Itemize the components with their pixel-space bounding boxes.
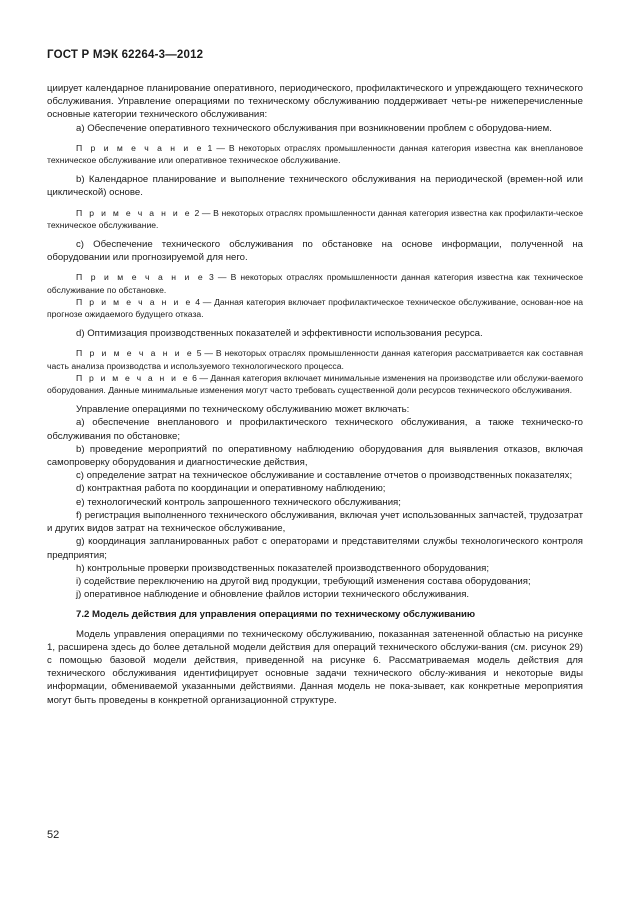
list-item: а) обеспечение внепланового и профилактического технического обслуживания, а также техническо-го обслуживания по обстановке; bbox=[47, 417, 583, 442]
note-label: П р и м е ч а н и е bbox=[76, 207, 192, 218]
intro-paragraph: циирует календарное планирование оперативного, периодического, профилактического и упреждающего технического обслуживания. Управление операциями по техническому обслуживанию поддерживает четы-ре нижеперечисленные основные категории технического обслуживания: bbox=[47, 83, 583, 121]
note-number: 3 bbox=[208, 272, 214, 283]
list-item-d: d) Оптимизация производственных показателей и эффективности использования ресурса. bbox=[76, 328, 483, 340]
note-6 bbox=[47, 372, 583, 396]
page-header: ГОСТ Р МЭК 62264-3—2012 bbox=[47, 49, 204, 61]
note-1 bbox=[47, 142, 583, 166]
note-number: 4 bbox=[195, 296, 200, 307]
note-4 bbox=[47, 296, 583, 320]
note-label: П р и м е ч а н и е bbox=[76, 372, 190, 383]
note-label: П р и м е ч а н и е bbox=[76, 142, 204, 153]
list-item: b) проведение мероприятий по оперативному наблюдению оборудования для выявления отказов, включая самопроверку оборудования и диагностические действия, bbox=[47, 443, 583, 469]
note-3 bbox=[47, 271, 583, 295]
list-item-a: a) Обеспечение оперативного технического обслуживания при возникновении проблем с оборудова-нием. bbox=[76, 122, 552, 134]
list-item: h) контрольные проверки производственных показателей производственного оборудования; bbox=[76, 562, 490, 574]
note-label: П р и м е ч а н и е bbox=[76, 296, 193, 307]
note-2 bbox=[47, 207, 583, 231]
note-label: П р и м е ч а н и е bbox=[76, 272, 205, 283]
note-label: П р и м е ч а н и е bbox=[76, 348, 194, 359]
section-paragraph: Модель управления операциями по техническому обслуживанию, показанная затененной областью на рисунке 1, расширена здесь до более детальной модели действия для операций технического обслужи-вания (см. рисунок 29) с помощью базовой модели действия, приведенной на рисунке 6. Рассматриваемая модель действия для технического обслуживания идентифицирует основные задачи технического обслу-живания и некоторые виды информации, обмениваемой указанными действиями. Данная модель не пока-зывает, как конкретные мероприятия могут быть проведены в конкретной организационной структуре. bbox=[47, 628, 583, 706]
note-number: 2 bbox=[194, 207, 200, 218]
list-item-b: b) Календарное планирование и выполнение технического обслуживания на периодической (времен-ной или циклической) основе. bbox=[47, 174, 583, 199]
list-item: g) координация запланированных работ с операторами и представителями службы технологического контроля предприятия; bbox=[47, 536, 583, 561]
note-number: 1 bbox=[207, 142, 213, 153]
note-5 bbox=[47, 347, 583, 371]
list-item: j) оперативное наблюдение и обновление файлов истории технического обслуживания. bbox=[76, 589, 470, 601]
note-number: 5 bbox=[196, 348, 202, 359]
note-text: — В некоторых отраслях промышленности данная категория известна как техническое обслуживание по обстановке. bbox=[47, 272, 584, 295]
list-item: d) контрактная работа по координации и оперативному наблюдению; bbox=[76, 483, 386, 495]
note-text: — В некоторых отраслях промышленности данная категория рассматривается как составная часть анализа производства и используемого технологического процесса. bbox=[47, 348, 583, 371]
list-item: i) содействие переключению на другой вид продукции, требующий изменения состава оборудования; bbox=[76, 575, 531, 587]
note-text: — В некоторых отраслях промышленности данная категория известна как внеплановое техническое обслуживание или оперативное техническое обслуживание. bbox=[47, 142, 584, 166]
note-text: — Данная категория включает профилактическое техническое обслуживание, основан-ное на прогнозе ожидаемого будущего отказа. bbox=[47, 296, 584, 320]
page-number: 52 bbox=[47, 829, 60, 841]
section-heading: 7.2 Модель действия для управления операциями по техническому обслуживанию bbox=[76, 609, 476, 621]
document-body bbox=[47, 82, 583, 707]
list-item: c) определение затрат на техническое обслуживание и составление отчетов о производственных показателях; bbox=[76, 470, 573, 482]
list-intro: Управление операциями по техническому обслуживанию может включать: bbox=[76, 404, 410, 416]
list-item-c: c) Обеспечение технического обслуживания по обстановке на основе информации, полученной на оборудовании или прогнозируемой для него. bbox=[47, 239, 583, 264]
note-number: 6 bbox=[192, 372, 197, 383]
note-text: — В некоторых отраслях промышленности данная категория известна как профилакти-ческое техническое обслуживание. bbox=[47, 207, 584, 230]
note-text: — Данная категория включает минимальные изменения на производстве или обслужи-ваемого оборудования. Данные минимальные изменения могут часто требовать существенной доли ресурсов технического обслуживания. bbox=[47, 372, 583, 396]
list-item: e) технологический контроль запрошенного технического обслуживания; bbox=[76, 496, 401, 508]
list-item: f) регистрация выполненного технического обслуживания, включая учет использованных запчастей, трудозатрат и других видов затрат на техническое обслуживание, bbox=[47, 509, 583, 535]
